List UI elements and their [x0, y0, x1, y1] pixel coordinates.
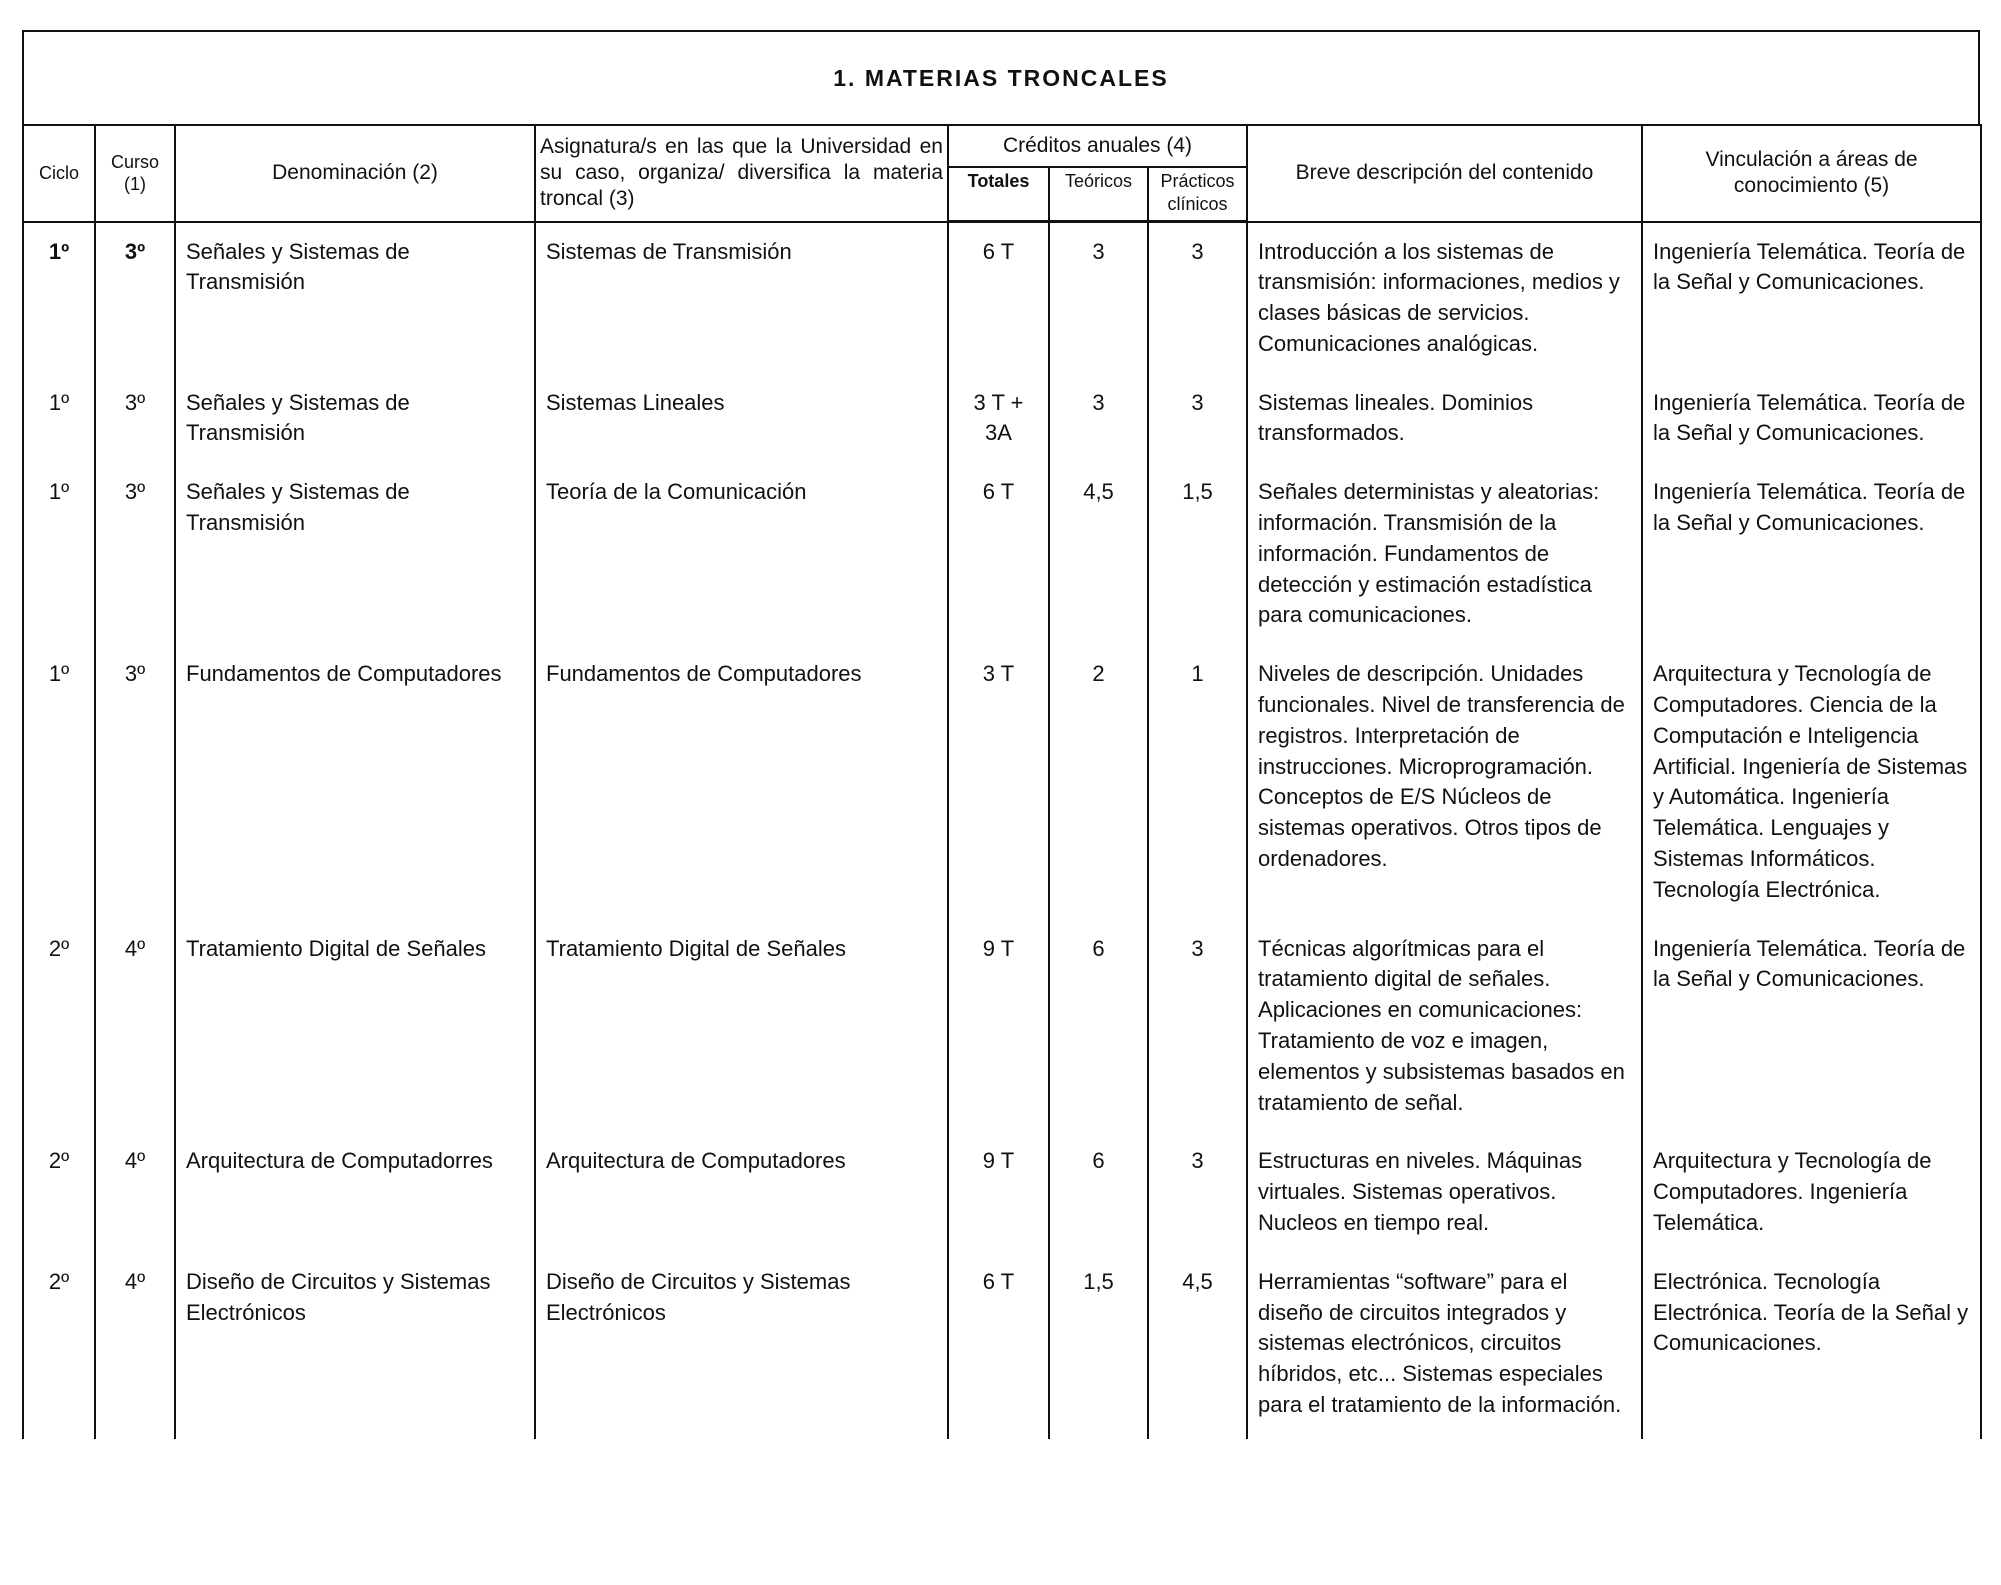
header-totales: Totales — [948, 167, 1049, 222]
header-vinculacion: Vinculación a áreas de conocimiento (5) — [1642, 125, 1981, 222]
header-asignatura: Asignatura/s en las que la Universidad en su caso, organiza/ diversifica la materia troncal (3) — [535, 125, 948, 222]
denominacion-cell: Señales y Sistemas de Transmisión — [175, 467, 535, 649]
teoricos-cell: 1,5 — [1049, 1257, 1148, 1439]
table-row — [23, 924, 1981, 1137]
asignatura-cell: Arquitectura de Computadores — [535, 1136, 948, 1256]
header-practicos: Prácticos clínicos — [1148, 167, 1247, 222]
vinculacion-cell: Ingeniería Telemática. Teoría de la Señal y Comunicaciones. — [1642, 378, 1981, 468]
teoricos-cell: 3 — [1049, 222, 1148, 378]
ciclo-cell: 1º — [23, 222, 95, 378]
totales-cell: 9 T — [948, 1136, 1049, 1256]
descripcion-cell: Estructuras en niveles. Máquinas virtuales. Sistemas operativos. Nucleos en tiempo real. — [1247, 1136, 1642, 1256]
curso-cell: 4º — [95, 924, 175, 1137]
vinculacion-cell: Electrónica. Tecnología Electrónica. Teoría de la Señal y Comunicaciones. — [1642, 1257, 1981, 1439]
practicos-cell: 3 — [1148, 222, 1247, 378]
header-creditos: Créditos anuales (4) — [948, 125, 1247, 167]
ciclo-cell: 1º — [23, 467, 95, 649]
denominacion-cell: Fundamentos de Computadores — [175, 649, 535, 923]
practicos-cell: 4,5 — [1148, 1257, 1247, 1439]
curso-cell: 3º — [95, 467, 175, 649]
table-title: 1. MATERIAS TRONCALES — [22, 30, 1980, 124]
descripcion-cell: Herramientas “software” para el diseño de circuitos integrados y sistemas electrónicos, circuitos híbridos, etc... Sistemas especiales para el tratamiento de la información. — [1247, 1257, 1642, 1439]
totales-cell: 6 T — [948, 1257, 1049, 1439]
table-row — [23, 222, 1981, 378]
totales-cell: 3 T + 3A — [948, 378, 1049, 468]
asignatura-cell: Sistemas de Transmisión — [535, 222, 948, 378]
denominacion-cell: Señales y Sistemas de Transmisión — [175, 222, 535, 378]
table-row — [23, 378, 1981, 468]
practicos-cell: 3 — [1148, 378, 1247, 468]
curso-cell: 4º — [95, 1257, 175, 1439]
ciclo-cell: 2º — [23, 924, 95, 1137]
descripcion-cell: Niveles de descripción. Unidades funcionales. Nivel de transferencia de registros. Interpretación de instrucciones. Microprogramación. Conceptos de E/S Núcleos de sistemas operativos. Otros tipos de ordenadores. — [1247, 649, 1642, 923]
ciclo-cell: 2º — [23, 1257, 95, 1439]
denominacion-cell: Diseño de Circuitos y Sistemas Electrónicos — [175, 1257, 535, 1439]
table-row — [23, 467, 1981, 649]
vinculacion-cell: Ingeniería Telemática. Teoría de la Señal y Comunicaciones. — [1642, 467, 1981, 649]
totales-cell: 6 T — [948, 467, 1049, 649]
descripcion-cell: Sistemas lineales. Dominios transformados. — [1247, 378, 1642, 468]
descripcion-cell: Técnicas algorítmicas para el tratamiento digital de señales. Aplicaciones en comunicaciones: Tratamiento de voz e imagen, elementos y subsistemas basados en tratamiento de señal. — [1247, 924, 1642, 1137]
descripcion-cell: Señales deterministas y aleatorias: información. Transmisión de la información. Fundamentos de detección y estimación estadística para comunicaciones. — [1247, 467, 1642, 649]
header-descripcion: Breve descripción del contenido — [1247, 125, 1642, 222]
teoricos-cell: 3 — [1049, 378, 1148, 468]
practicos-cell: 1 — [1148, 649, 1247, 923]
practicos-cell: 1,5 — [1148, 467, 1247, 649]
table-row — [23, 1257, 1981, 1439]
asignatura-cell: Tratamiento Digital de Señales — [535, 924, 948, 1137]
practicos-cell: 3 — [1148, 1136, 1247, 1256]
curso-cell: 3º — [95, 378, 175, 468]
curso-cell: 4º — [95, 1136, 175, 1256]
ciclo-cell: 1º — [23, 649, 95, 923]
curso-cell: 3º — [95, 222, 175, 378]
teoricos-cell: 2 — [1049, 649, 1148, 923]
header-teoricos: Teóricos — [1049, 167, 1148, 222]
ciclo-cell: 2º — [23, 1136, 95, 1256]
asignatura-cell: Diseño de Circuitos y Sistemas Electrónicos — [535, 1257, 948, 1439]
totales-cell: 3 T — [948, 649, 1049, 923]
totales-cell: 6 T — [948, 222, 1049, 378]
header-curso: Curso (1) — [95, 125, 175, 222]
vinculacion-cell: Arquitectura y Tecnología de Computadores. Ingeniería Telemática. — [1642, 1136, 1981, 1256]
denominacion-cell: Señales y Sistemas de Transmisión — [175, 378, 535, 468]
vinculacion-cell: Arquitectura y Tecnología de Computadores. Ciencia de la Computación e Inteligencia Artificial. Ingeniería de Sistemas y Automática. Ingeniería Telemática. Lenguajes y Sistemas Informáticos. Tecnología Electrónica. — [1642, 649, 1981, 923]
descripcion-cell: Introducción a los sistemas de transmisión: informaciones, medios y clases básicas de servicios. Comunicaciones analógicas. — [1247, 222, 1642, 378]
vinculacion-cell: Ingeniería Telemática. Teoría de la Señal y Comunicaciones. — [1642, 924, 1981, 1137]
curso-cell: 3º — [95, 649, 175, 923]
vinculacion-cell: Ingeniería Telemática. Teoría de la Señal y Comunicaciones. — [1642, 222, 1981, 378]
subjects-table — [22, 124, 1982, 1439]
asignatura-cell: Sistemas Lineales — [535, 378, 948, 468]
header-denominacion: Denominación (2) — [175, 125, 535, 222]
header-ciclo: Ciclo — [23, 125, 95, 222]
asignatura-cell: Teoría de la Comunicación — [535, 467, 948, 649]
teoricos-cell: 4,5 — [1049, 467, 1148, 649]
table-row — [23, 1136, 1981, 1256]
materias-troncales-table — [22, 30, 1980, 1439]
asignatura-cell: Fundamentos de Computadores — [535, 649, 948, 923]
totales-cell: 9 T — [948, 924, 1049, 1137]
teoricos-cell: 6 — [1049, 924, 1148, 1137]
teoricos-cell: 6 — [1049, 1136, 1148, 1256]
denominacion-cell: Arquitectura de Computadorres — [175, 1136, 535, 1256]
denominacion-cell: Tratamiento Digital de Señales — [175, 924, 535, 1137]
practicos-cell: 3 — [1148, 924, 1247, 1137]
table-row — [23, 649, 1981, 923]
ciclo-cell: 1º — [23, 378, 95, 468]
